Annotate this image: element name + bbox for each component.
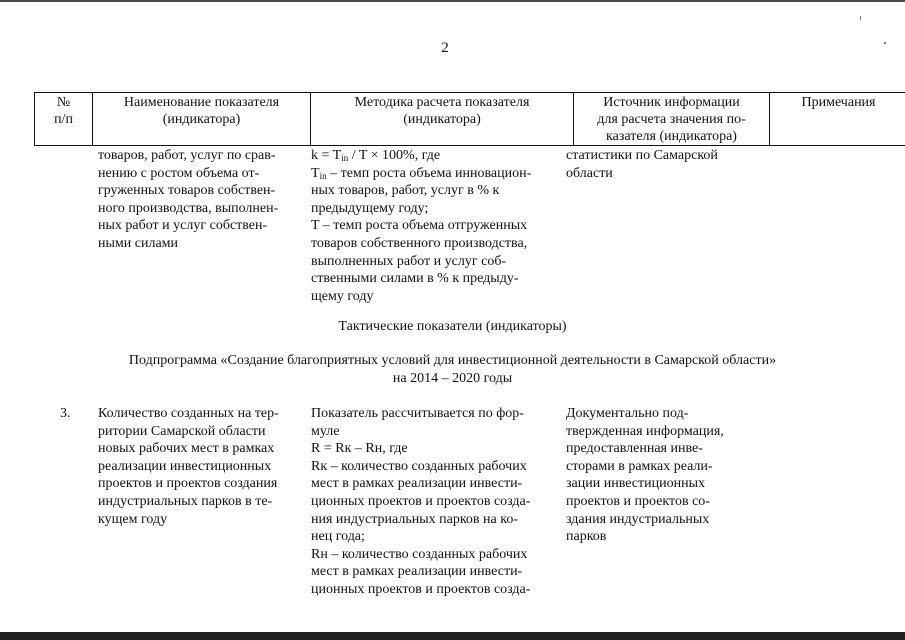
formula-k-rest: / T × 100%, где (348, 148, 441, 163)
formula-k-sub: in (341, 153, 349, 163)
formula-k (311, 147, 563, 165)
tin-sub: in (319, 170, 327, 181)
cont-source-cell (566, 147, 756, 182)
row3-method-line: Rк – количество созданных рабочих (311, 458, 527, 474)
row3-source-line: здания индустриальных (566, 511, 710, 527)
header-source-line3: казателя (индикатора) (606, 129, 737, 144)
header-name-line2: (индикатора) (162, 112, 241, 127)
row3-name-line: реализации инвестиционных (98, 458, 272, 474)
cont-method-line: предыдущему году; (311, 200, 429, 216)
cont-name-line: ного производства, выполнен- (98, 200, 279, 216)
header-num-line1: № (56, 95, 71, 110)
tin-pre: T (311, 165, 320, 181)
cont-name-line: ных работ и услуг собствен- (98, 218, 268, 234)
cont-method-line: ных товаров, работ, услуг в % к (311, 183, 500, 199)
page-number: 2 (441, 40, 449, 56)
row3-source-line: твержденная информация, (566, 423, 724, 439)
row3-name-line: индустриальных парков в те- (98, 493, 273, 509)
cont-method-line: щему году (311, 288, 374, 304)
scan-bottom-edge (0, 632, 905, 640)
row3-method-line: ния индустриальных парков на ко- (311, 511, 518, 527)
cont-name-line: нению с ростом объема от- (98, 165, 260, 181)
table-header (34, 92, 905, 146)
cont-method-cell (311, 147, 563, 305)
cont-method-line: товаров собственного производства, (311, 235, 528, 251)
row3-source-line: зации инвестиционных (566, 476, 705, 492)
scan-speck (860, 16, 861, 20)
row3-num: 3. (60, 406, 71, 421)
cont-method-line: T – темп роста объема отгруженных (311, 218, 528, 234)
header-method (311, 93, 574, 146)
subprogram-line2: на 2014 – 2020 годы (392, 371, 513, 386)
cont-method-line: выполненных работ и услуг соб- (311, 253, 507, 269)
header-num (35, 93, 93, 146)
row3-method-line: R = Rк – Rн, где (311, 441, 408, 457)
header-source-line1: Источник информации (603, 95, 740, 110)
header-method-line2: (индикатора) (403, 112, 481, 127)
row3-source-line: парков (566, 529, 607, 545)
row3-name-line: Количество созданных на тер- (98, 406, 279, 421)
row3-method-cell (311, 405, 563, 599)
cont-name-line: груженных товаров собствен- (98, 183, 276, 199)
row3-source-line: проектов и проектов со- (566, 493, 710, 509)
header-method-line1: Методика расчета показателя (354, 95, 530, 110)
row3-method-line: Rн – количество созданных рабочих (311, 546, 528, 562)
row3-method-line: муле (311, 423, 340, 439)
row3-source-line: сторами в рамках реали- (566, 458, 713, 474)
row3-method-line: нец года; (311, 529, 365, 545)
row3-method-line: ционных проектов и проектов созда- (311, 493, 531, 509)
header-source-line2: для расчета значения по- (597, 112, 746, 127)
row3-source-line: предоставленная инве- (566, 441, 703, 457)
row3-source-line: Документально под- (566, 406, 689, 421)
cont-method-line: ственными силами в % к предыду- (311, 271, 519, 287)
formula-k-pre: k = T (311, 148, 342, 163)
row3-method-line: ционных проектов и проектов созда- (311, 581, 531, 597)
scan-top-edge (0, 0, 905, 2)
cont-source-line: области (566, 165, 613, 181)
header-name-line1: Наименование показателя (123, 95, 280, 110)
section-title: Тактические показатели (индикаторы) (338, 319, 567, 334)
header-name (93, 93, 311, 146)
header-num-line2: п/п (54, 112, 73, 127)
row3-method-line: мест в рамках реализации инвести- (311, 564, 523, 580)
row3-source-cell (566, 405, 756, 546)
cont-source-line: статистики по Самарской (566, 148, 718, 163)
row3-name-line: проектов и проектов создания (98, 476, 278, 492)
cont-name-line: ными силами (98, 235, 179, 251)
row3-name-line: новых рабочих мест в рамках (98, 441, 275, 457)
subprogram-line1: Подпрограмма «Создание благоприятных условий для инвестиционной деятельности в Самарской области» (128, 353, 777, 368)
row3-name-line: ритории Самарской области (98, 423, 266, 439)
row3-method-line: Показатель рассчитывается по фор- (311, 406, 524, 421)
header-source (574, 93, 770, 146)
cont-name-cell (98, 147, 310, 253)
row3-name-line: кущем году (98, 511, 168, 527)
tin-rest: – темп роста объема инновацион- (326, 165, 532, 181)
row3-name-cell (98, 405, 310, 528)
row3-method-line: мест в рамках реализации инвести- (311, 476, 523, 492)
tin-definition (311, 165, 563, 183)
cont-name-line: товаров, работ, услуг по срав- (98, 148, 276, 163)
header-notes: Примечания (770, 93, 905, 146)
